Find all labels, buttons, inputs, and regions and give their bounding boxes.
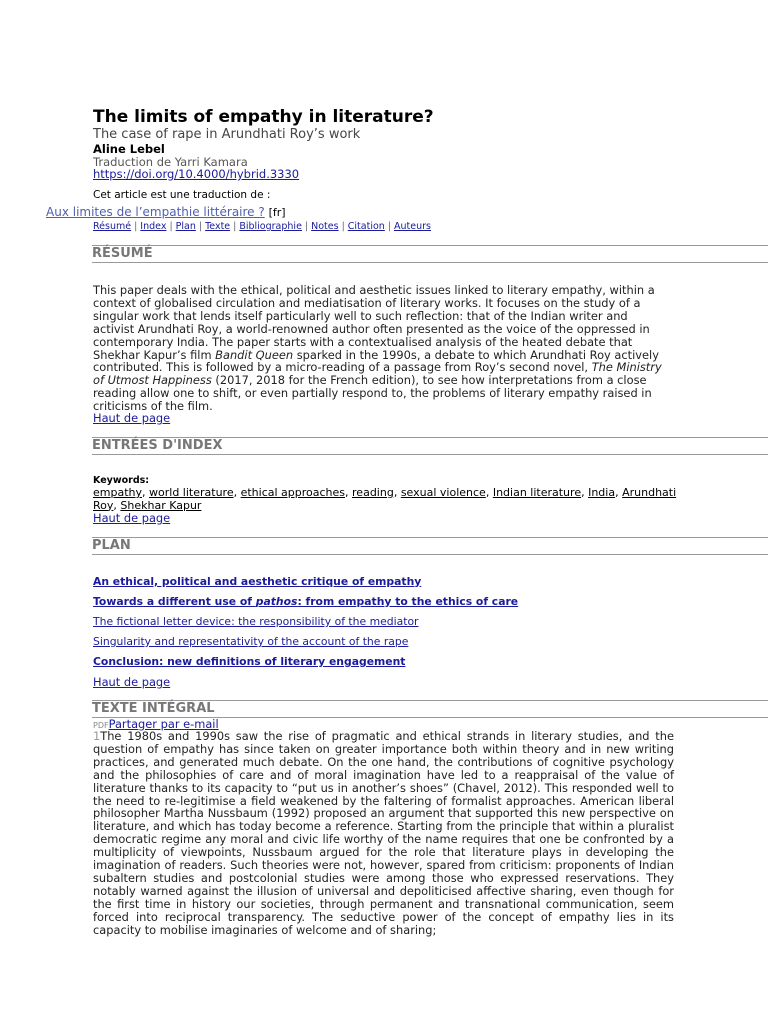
- nav-notes[interactable]: Notes: [311, 221, 339, 232]
- section-heading-resume: RÉSUMÉ: [92, 245, 768, 263]
- section-heading-index: ENTRÉES D'INDEX: [92, 437, 768, 455]
- section-heading-plan: PLAN: [92, 537, 768, 555]
- original-language-tag: [fr]: [268, 206, 286, 219]
- film-title: Bandit Queen: [215, 347, 294, 362]
- translator-credit: Traduction de Yarri Kamara: [93, 155, 248, 169]
- plan-item-text: : from empathy to the ethics of care: [297, 595, 519, 608]
- novel-title: of Utmost Happiness: [93, 373, 212, 388]
- nav-bibliographie[interactable]: Bibliographie: [239, 221, 302, 232]
- author-name: Aline Lebel: [93, 142, 165, 156]
- paragraph-number: 1: [93, 729, 101, 743]
- plan-item[interactable]: Conclusion: new definitions of literary engagement: [93, 655, 406, 668]
- abstract-line: (2017, 2018 for the French edition), to see how interpretations from a close: [211, 373, 647, 388]
- plan-item[interactable]: [93, 595, 518, 608]
- keyword-link[interactable]: sexual violence: [400, 486, 486, 499]
- nav-plan[interactable]: Plan: [175, 221, 196, 232]
- abstract-line: criticisms of the film.: [93, 399, 213, 414]
- keyword-link[interactable]: Indian literature: [492, 486, 582, 499]
- share-email-link[interactable]: Partager par e-mail: [108, 717, 219, 731]
- back-to-top-link[interactable]: Haut de page: [93, 675, 171, 689]
- abstract-line: reading allow one to shift, or even partially respond to, the problems of literary empathy raised in: [93, 386, 652, 401]
- translation-note: Cet article est une traduction de :: [93, 189, 271, 201]
- abstract-line: sparked in the 1990s, a debate to which Arundhati Roy actively: [293, 347, 659, 362]
- abstract-line: contemporary India. The paper starts with a contextualised analysis of the heated debate that: [93, 334, 633, 349]
- pdf-label: PDF: [93, 721, 109, 730]
- nav-resume[interactable]: Résumé: [93, 221, 132, 232]
- back-to-top-link[interactable]: Haut de page: [93, 411, 171, 425]
- nav-citation[interactable]: Citation: [347, 221, 385, 232]
- keyword-link[interactable]: India: [588, 486, 616, 499]
- article-title: The limits of empathy in literature?: [93, 107, 434, 127]
- abstract-line: contributed. This is followed by a micro-reading of a passage from Roy’s second novel,: [93, 360, 592, 375]
- plan-item-italic: pathos: [255, 595, 298, 608]
- back-to-top-link[interactable]: Haut de page: [93, 511, 171, 525]
- nav-index[interactable]: Index: [140, 221, 167, 232]
- keywords-label: Keywords:: [93, 475, 150, 486]
- abstract-line: Shekhar Kapur’s film: [93, 347, 216, 362]
- article-subtitle: The case of rape in Arundhati Roy’s work: [93, 127, 361, 142]
- section-nav: Résumé | Index | Plan | Texte | Bibliographie | Notes | Citation | Auteurs: [93, 221, 431, 232]
- plan-item[interactable]: The fictional letter device: the responsibility of the mediator: [93, 615, 419, 628]
- nav-auteurs[interactable]: Auteurs: [394, 221, 431, 232]
- keyword-link[interactable]: empathy: [93, 486, 143, 499]
- abstract-line: activist Arundhati Roy, a world-renowned author often presented as the voice of the oppressed in: [93, 321, 650, 336]
- novel-title: The Ministry: [591, 360, 662, 375]
- section-heading-fulltext: TEXTE INTÉGRAL: [92, 700, 768, 718]
- plan-item[interactable]: Singularity and representativity of the account of the rape: [93, 635, 409, 648]
- keyword-link[interactable]: world literature: [149, 486, 234, 499]
- keyword-link[interactable]: Shekhar Kapur: [120, 498, 202, 512]
- keywords-list: empathy, world literature, ethical approaches, reading, sexual violence, Indian literature, India, Arundhati Roy, Shekhar Kapur: [93, 486, 677, 512]
- fulltext-paragraph: [93, 730, 674, 937]
- abstract-line: This paper deals with the ethical, political and aesthetic issues linked to literary empathy, within a: [93, 283, 655, 297]
- doi-link[interactable]: https://doi.org/10.4000/hybrid.3330: [93, 167, 300, 181]
- original-article-link[interactable]: Aux limites de l’empathie littéraire ?: [46, 205, 265, 219]
- abstract-line: context of globalised circulation and mediatisation of literary works. It focuses on the study of a: [93, 295, 641, 310]
- keyword-link[interactable]: reading: [352, 486, 394, 499]
- original-article-line: [46, 205, 286, 219]
- abstract-line: singular work that lends itself particularly well to such reflection: that of the Indian writer and: [93, 308, 628, 323]
- paragraph-body: The 1980s and 1990s saw the rise of pragmatic and ethical strands in literary studies, and the question of empathy has since taken on greater importance both within theory and in new writing practices, and generated much debate. On the one hand, the contributions of cognitive psychology and the philosophies of care and of moral imagination have led to a reappraisal of the value of literature thanks to its capacity to “put us in another’s shoes” (Chavel, 2012). This responded well to the need to re-legitimise a field weakened by the faltering of formalist approaches. American liberal philosopher Martha Nussbaum (1992) proposed an argument that supported this new perspective on literature, and which has today become a reference. Starting from the principle that within a pluralist democratic regime any moral and civic life worthy of the name requires that one be confronted by a multiplicity of viewpoints, Nussbaum argued for the role that literature plays in developing the imagination of readers. Such theories were not, however, spared from criticism: proponents of Indian subaltern studies and postcolonial studies were among those who expressed reservations. They notably warned against the illusion of universal and depoliticised affective sharing, even though for the first time in history our societies, through permanent and transnational communication, seem forced into reciprocal transparency. The seductive power of the concept of empathy lies in its capacity to mobilise imaginaries of welcome and of sharing;: [93, 729, 674, 937]
- keyword-link[interactable]: Arundhati Roy: [93, 486, 677, 512]
- plan-item[interactable]: An ethical, political and aesthetic critique of empathy: [93, 575, 422, 588]
- plan-item-text: Towards a different use of: [93, 595, 256, 608]
- keyword-link[interactable]: ethical approaches: [240, 486, 346, 499]
- abstract-text: [93, 284, 675, 413]
- nav-texte[interactable]: Texte: [205, 221, 231, 232]
